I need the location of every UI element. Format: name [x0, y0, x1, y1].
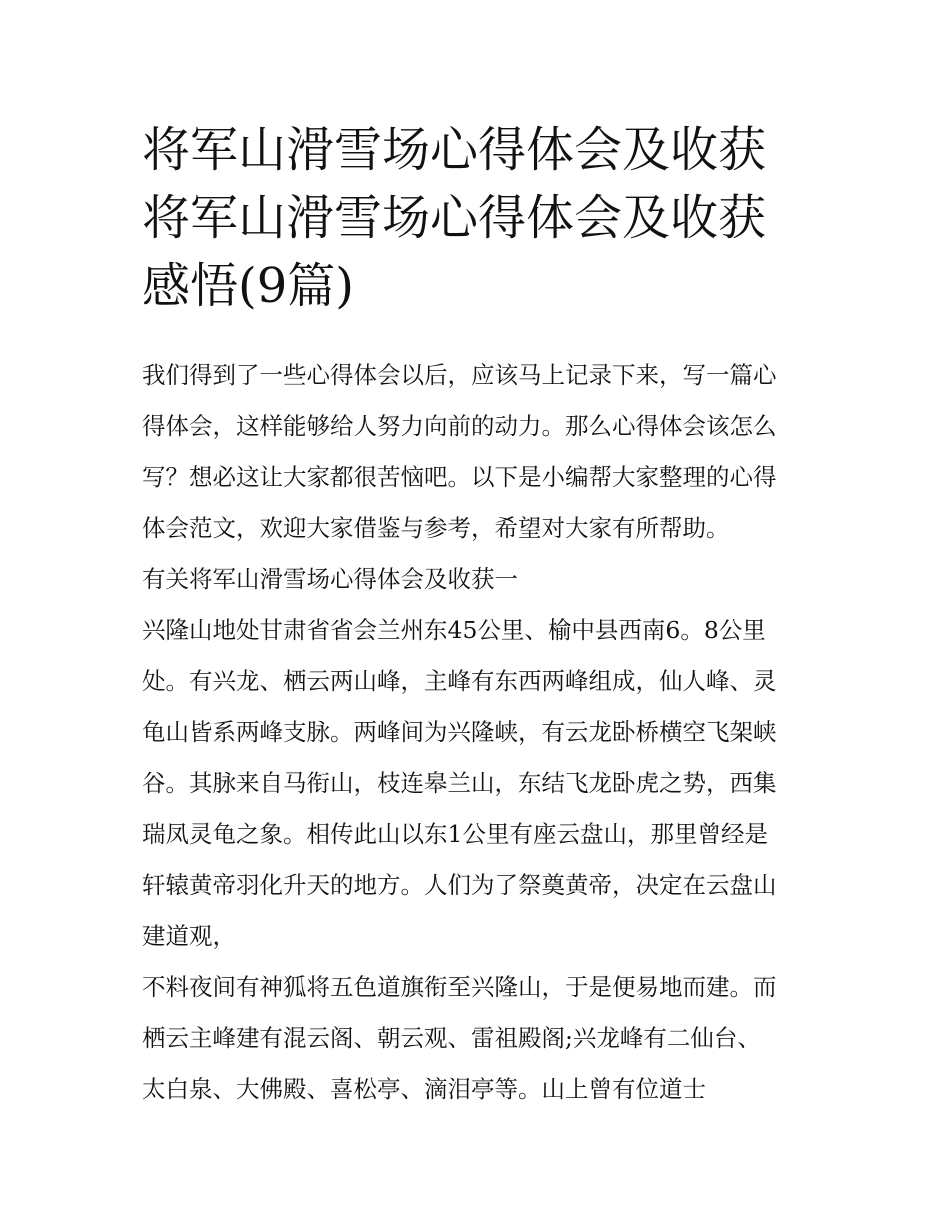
text-line: 不料夜间有神狐将五色道旗衔至兴隆山，于是便易地而建。而 — [142, 973, 777, 1001]
document-content — [142, 116, 814, 1115]
text-line: 轩辕黄帝羽化升天的地方。人们为了祭奠黄帝，决定在云盘山 — [142, 871, 777, 899]
text-line: 建道观， — [142, 922, 236, 950]
title-line: 将军山滑雪场心得体会及收获 — [142, 190, 767, 246]
text-line: 得体会，这样能够给人努力向前的动力。那么心得体会该怎么 — [142, 412, 777, 440]
text-line: 兴隆山地处甘肃省省会兰州东45公里、榆中县西南6。8公里 — [142, 616, 766, 644]
text-line: 有关将军山滑雪场心得体会及收获一 — [142, 565, 518, 593]
text-line: 瑞凤灵龟之象。相传此山以东1公里有座云盘山，那里曾经是 — [142, 820, 768, 848]
document-title — [142, 116, 814, 320]
intro-paragraph — [142, 350, 814, 554]
title-line: 感悟(9篇) — [142, 258, 354, 314]
text-line: 我们得到了一些心得体会以后，应该马上记录下来，写一篇心 — [142, 361, 777, 389]
body-paragraph — [142, 605, 814, 962]
section-heading — [142, 554, 814, 605]
document-body — [142, 350, 814, 1115]
text-line: 龟山皆系两峰支脉。两峰间为兴隆峡，有云龙卧桥横空飞架峡 — [142, 718, 777, 746]
text-line: 栖云主峰建有混云阁、朝云观、雷祖殿阁;兴龙峰有二仙台、 — [142, 1024, 761, 1052]
text-line: 谷。其脉来自马衔山，枝连皋兰山，东结飞龙卧虎之势，西集 — [142, 769, 777, 797]
text-line: 写？想必这让大家都很苦恼吧。以下是小编帮大家整理的心得 — [142, 463, 777, 491]
text-line: 处。有兴龙、栖云两山峰，主峰有东西两峰组成，仙人峰、灵 — [142, 667, 777, 695]
text-line: 体会范文，欢迎大家借鉴与参考，希望对大家有所帮助。 — [142, 514, 730, 542]
text-line: 太白泉、大佛殿、喜松亭、滴泪亭等。山上曾有位道士 — [142, 1075, 706, 1103]
body-paragraph — [142, 962, 814, 1115]
title-line: 将军山滑雪场心得体会及收获 — [142, 122, 767, 178]
